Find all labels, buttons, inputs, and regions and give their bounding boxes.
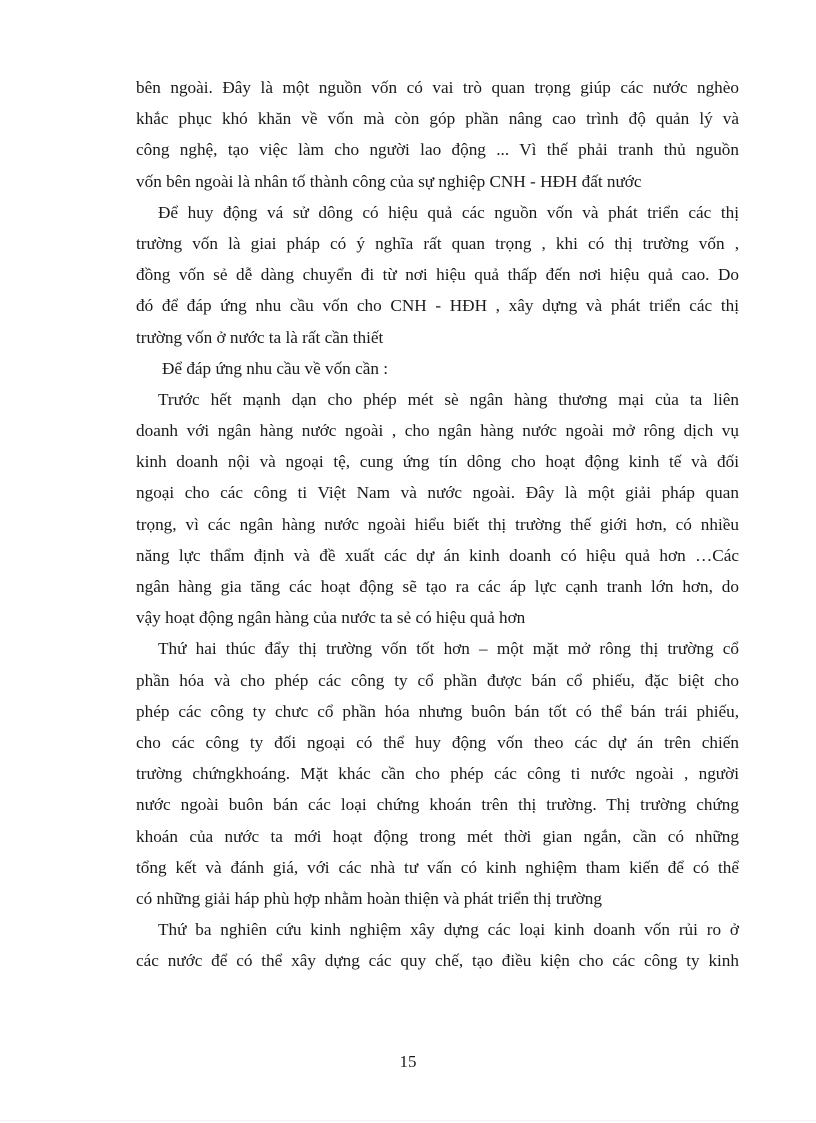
text-line: tổng kết và đánh giá, với các nhà tư vấn có kinh nghiệm tham kiến để có thể (136, 857, 739, 877)
text-line: các nước để có thể xây dựng các quy chế, tạo điều kiện cho các công ty kinh (136, 951, 739, 971)
text-line: bên ngoài. Đây là một nguồn vốn có vai trò quan trọng giúp các nước nghèo (136, 78, 739, 97)
text-line: khắc phục khó khăn về vốn mà còn góp phần nâng cao trình độ quản lý và (136, 109, 739, 129)
paragraph (136, 633, 739, 914)
body-text (136, 72, 739, 976)
text-line: ngoại cho các công ti Việt Nam và nước ngoài. Đây là một giải pháp quan (136, 483, 739, 503)
text-line: vốn bên ngoài là nhân tố thành công của sự nghiệp CNH - HĐH đất nước (136, 171, 642, 191)
text-line: năng lực thẩm định và đề xuất các dự án kinh doanh có hiệu quả hơn …Các (136, 545, 739, 565)
text-line: trọng, vì các ngân hàng nước ngoài hiểu biết thị trường thế giới hơn, có nhiều (136, 514, 739, 534)
text-line: đồng vốn sẻ dễ dàng chuyển đi từ nơi hiệu quả thấp đến nơi hiệu quả cao. Do (136, 265, 739, 285)
paragraph (136, 353, 739, 384)
text-line: doanh với ngân hàng nước ngoài , cho ngân hàng nước ngoài mở rông dịch vụ (136, 421, 739, 441)
text-line: có những giải háp phù hợp nhằm hoàn thiện và phát triển thị trường (136, 888, 602, 908)
text-line: phép các công ty chưc cổ phần hóa nhưng buôn bán tốt có thể bán trái phiếu, (136, 701, 739, 721)
text-line: khoán của nước ta mới hoạt động trong mét thời gian ngắn, cần có những (136, 826, 739, 846)
paragraph (136, 197, 739, 353)
text-line: Trước hết mạnh dạn cho phép mét sè ngân hàng thương mại của ta liên (158, 389, 739, 409)
text-line: Thứ hai thúc đẩy thị trường vốn tốt hơn – một mặt mở rông thị trường cổ (158, 639, 739, 659)
text-line: ngân hàng gia tăng các hoạt động sẽ tạo ra các áp lực cạnh tranh lớn hơn, do (136, 577, 739, 596)
text-line: Thứ ba nghiên cứu kinh nghiệm xây dựng các loại kinh doanh vốn rủi ro ở (158, 920, 739, 940)
text-line: cho các công ty đối ngoại có thể huy động vốn theo các dự án trên chiến (136, 732, 739, 752)
text-line: phần hóa và cho phép các công ty cổ phần được bán cổ phiếu, đặc biệt cho (136, 670, 739, 690)
page-number: 15 (399, 1052, 417, 1071)
text-line: nước ngoài buôn bán các loại chứng khoán trên thị trường. Thị trường chứng (136, 795, 739, 815)
text-line: công nghệ, tạo việc làm cho người lao động ... Vì thế phải tranh thủ nguồn (136, 140, 739, 160)
paragraph (136, 72, 739, 197)
text-line: vậy hoạt động ngân hàng của nước ta sẻ có hiệu quả hơn (136, 608, 526, 628)
paragraph (136, 914, 739, 976)
text-line: kinh doanh nội và ngoại tệ, cung ứng tín dông cho hoạt động kinh tế và đối (136, 452, 739, 472)
text-line: trường chứngkhoáng. Mặt khác cần cho phép các công ti nước ngoài , người (136, 764, 739, 784)
page-bottom-edge (0, 1120, 816, 1121)
text-line: đó để đáp ứng nhu cầu vốn cho CNH - HĐH , xây dựng và phát triển các thị (136, 296, 739, 316)
text-line: trường vốn ở nước ta là rất cần thiết (136, 327, 384, 347)
text-line: Để đáp ứng nhu cầu về vốn cần : (162, 358, 388, 378)
text-line: trường vốn là giai pháp có ý nghĩa rất quan trọng , khi có thị trường vốn , (136, 233, 739, 253)
text-line: Để huy động vá sử dông có hiệu quả các nguồn vốn và phát triển các thị (158, 202, 739, 222)
paragraph (136, 384, 739, 634)
